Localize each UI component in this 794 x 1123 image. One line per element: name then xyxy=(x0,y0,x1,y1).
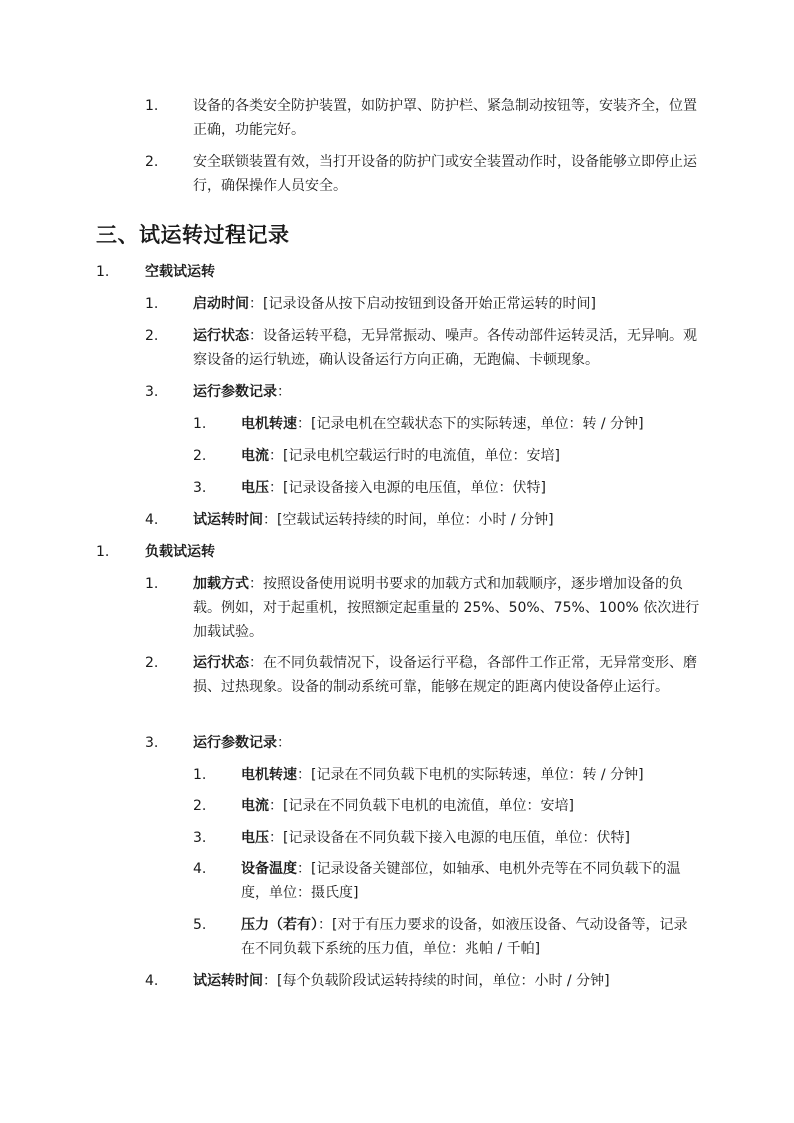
list-number: 3. xyxy=(193,830,207,846)
item-label: 试运转时间 xyxy=(193,973,263,989)
param-label: 电压 xyxy=(241,830,269,846)
item-label: 运行参数记录 xyxy=(193,735,277,751)
item-text: 在不同负载情况下，设备运行平稳，各部件工作正常，无异常变形、磨损、过热现象。设备的制动系统可靠，能够在规定的距离内使设备停止运行。 xyxy=(193,655,697,695)
list-text: 设备的各类安全防护装置，如防护罩、防护栏、紧急制动按钮等，安装齐全，位置正确，功能完好。 xyxy=(193,98,697,138)
list-number: 3. xyxy=(193,480,207,496)
subsection-title: 负载试运转 xyxy=(145,544,215,560)
item-label: 运行状态 xyxy=(193,328,249,344)
param-text: [记录电机空载运行时的电流值，单位：安培] xyxy=(283,448,560,464)
list-number: 4. xyxy=(193,861,207,877)
item-label: 启动时间 xyxy=(193,296,249,312)
param-text: [记录电机在空载状态下的实际转速，单位：转 / 分钟] xyxy=(311,416,644,432)
label-separator: ： xyxy=(269,830,283,846)
list-number: 2. xyxy=(193,798,207,814)
list-number: 1. xyxy=(96,264,110,280)
label-separator: ： xyxy=(269,448,283,464)
item-text: [每个负载阶段试运转持续的时间，单位：小时 / 分钟] xyxy=(277,973,610,989)
list-number: 1. xyxy=(145,576,159,592)
param-label: 电流 xyxy=(241,798,269,814)
label-separator: ： xyxy=(297,861,311,877)
item-text: 按照设备使用说明书要求的加载方式和加载顺序，逐步增加设备的负载。例如，对于起重机，按照额定起重量的 25%、50%、75%、100% 依次进行加载试验。 xyxy=(193,576,700,640)
item-text: 设备运转平稳，无异常振动、噪声。各传动部件运转灵活，无异响。观察设备的运行轨迹，确认设备运行方向正确，无跑偏、卡顿现象。 xyxy=(193,328,697,368)
param-label: 设备温度 xyxy=(241,861,297,877)
item-label: 运行参数记录 xyxy=(193,384,277,400)
param-text: [记录在不同负载下电机的电流值，单位：安培] xyxy=(283,798,574,814)
list-number: 2. xyxy=(145,655,159,671)
param-text: [记录设备在不同负载下接入电源的电压值，单位：伏特] xyxy=(283,830,630,846)
param-text: [记录设备关键部位，如轴承、电机外壳等在不同负载下的温度，单位：摄氏度] xyxy=(241,861,681,901)
section-title: 三、试运转过程记录 xyxy=(96,223,290,247)
label-separator: ： xyxy=(249,576,263,592)
list-number: 4. xyxy=(145,973,159,989)
label-separator: ： xyxy=(249,296,263,312)
label-separator: ： xyxy=(297,767,311,783)
item-label: 运行状态 xyxy=(193,655,249,671)
subsection-title: 空载试运转 xyxy=(145,264,215,280)
item-text: [记录设备从按下启动按钮到设备开始正常运转的时间] xyxy=(263,296,596,312)
label-separator: ： xyxy=(263,973,277,989)
param-text: [对于有压力要求的设备，如液压设备、气动设备等，记录在不同负载下系统的压力值，单位：兆帕 / 千帕] xyxy=(241,917,688,957)
list-number: 1. xyxy=(145,296,159,312)
label-separator: ： xyxy=(277,735,291,751)
label-separator: ： xyxy=(269,480,283,496)
label-separator: ： xyxy=(263,512,277,528)
label-separator: ： xyxy=(297,416,311,432)
label-separator: ： xyxy=(269,798,283,814)
list-number: 1. xyxy=(193,767,207,783)
list-number: 1. xyxy=(145,98,159,114)
list-number: 3. xyxy=(145,384,159,400)
param-label: 电机转速 xyxy=(241,416,297,432)
list-text: 安全联锁装置有效，当打开设备的防护门或安全装置动作时，设备能够立即停止运行，确保操作人员安全。 xyxy=(193,154,697,194)
param-label: 电压 xyxy=(241,480,269,496)
label-separator: ： xyxy=(277,384,291,400)
list-number: 2. xyxy=(193,448,207,464)
label-separator: ： xyxy=(318,917,332,933)
param-label: 电流 xyxy=(241,448,269,464)
list-number: 1. xyxy=(96,544,110,560)
item-text: [空载试运转持续的时间，单位：小时 / 分钟] xyxy=(277,512,554,528)
item-label: 加载方式 xyxy=(193,576,249,592)
param-text: [记录在不同负载下电机的实际转速，单位：转 / 分钟] xyxy=(311,767,644,783)
item-label: 试运转时间 xyxy=(193,512,263,528)
param-text: [记录设备接入电源的电压值，单位：伏特] xyxy=(283,480,546,496)
list-number: 4. xyxy=(145,512,159,528)
list-number: 2. xyxy=(145,328,159,344)
param-label: 电机转速 xyxy=(241,767,297,783)
label-separator: ： xyxy=(249,655,263,671)
list-number: 1. xyxy=(193,416,207,432)
label-separator: ： xyxy=(249,328,263,344)
list-number: 5. xyxy=(193,917,207,933)
list-number: 2. xyxy=(145,154,159,170)
param-label: 压力（若有） xyxy=(241,917,318,933)
list-number: 3. xyxy=(145,735,159,751)
